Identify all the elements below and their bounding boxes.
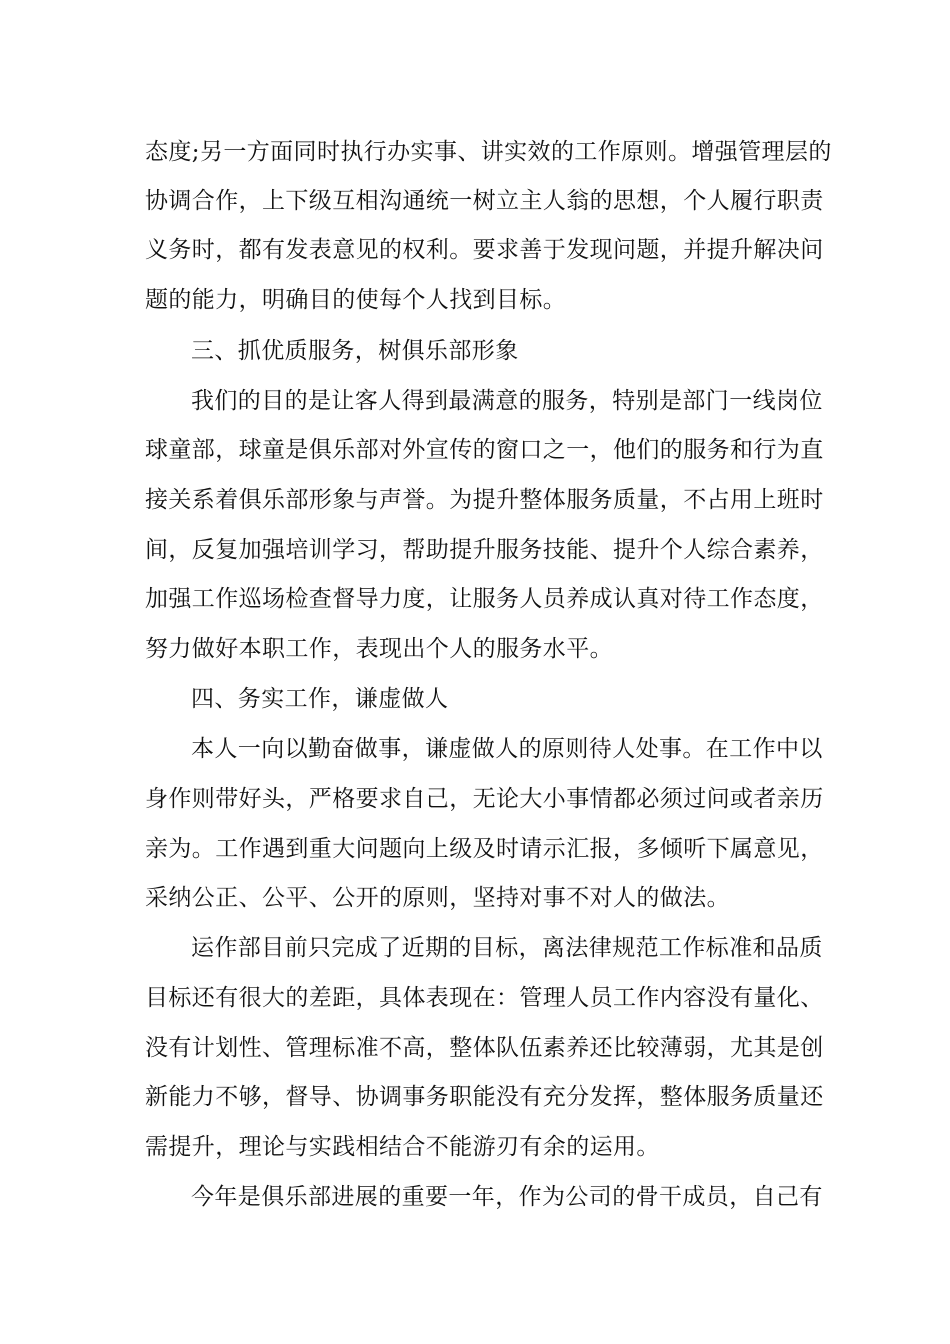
text-line: 我们的目的是让客人得到最满意的服务，特别是部门一线岗位 bbox=[191, 388, 823, 414]
section-heading: 三、抓优质服务，树俱乐部形象 bbox=[191, 338, 519, 364]
text-line: 间，反复加强培训学习，帮助提升服务技能、提升个人综合素养， bbox=[145, 537, 824, 563]
text-line: 努力做好本职工作，表现出个人的服务水平。 bbox=[145, 636, 613, 662]
text-line: 今年是俱乐部进展的重要一年，作为公司的骨干成员，自己有 bbox=[191, 1184, 823, 1210]
text-line: 加强工作巡场检查督导力度，让服务人员养成认真对待工作态度， bbox=[145, 586, 824, 612]
text-line: 协调合作，上下级互相沟通统一树立主人翁的思想，个人履行职责 bbox=[145, 188, 824, 214]
section-heading: 四、务实工作，谦虚做人 bbox=[191, 686, 449, 712]
text-line: 态度;另一方面同时执行办实事、讲实效的工作原则。增强管理层的 bbox=[145, 139, 832, 165]
text-line: 目标还有很大的差距，具体表现在：管理人员工作内容没有量化、 bbox=[145, 985, 824, 1011]
text-line: 球童部，球童是俱乐部对外宣传的窗口之一，他们的服务和行为直 bbox=[145, 437, 824, 463]
text-line: 没有计划性、管理标准不高，整体队伍素养还比较薄弱，尤其是创 bbox=[145, 1035, 824, 1061]
text-line: 接关系着俱乐部形象与声誉。为提升整体服务质量，不占用上班时 bbox=[145, 487, 824, 513]
text-line: 题的能力，明确目的使每个人找到目标。 bbox=[145, 287, 567, 313]
text-line: 身作则带好头，严格要求自己，无论大小事情都必须过问或者亲历 bbox=[145, 786, 824, 812]
text-line: 亲为。工作遇到重大问题向上级及时请示汇报，多倾听下属意见， bbox=[145, 836, 824, 862]
text-line: 采纳公正、公平、公开的原则，坚持对事不对人的做法。 bbox=[145, 885, 730, 911]
text-line: 义务时，都有发表意见的权利。要求善于发现问题，并提升解决问 bbox=[145, 237, 824, 263]
text-line: 新能力不够，督导、协调事务职能没有充分发挥，整体服务质量还 bbox=[145, 1084, 824, 1110]
text-line: 需提升，理论与实践相结合不能游刃有余的运用。 bbox=[145, 1134, 660, 1160]
text-line: 运作部目前只完成了近期的目标，离法律规范工作标准和品质 bbox=[191, 935, 823, 961]
text-line: 本人一向以勤奋做事，谦虚做人的原则待人处事。在工作中以 bbox=[191, 736, 823, 762]
